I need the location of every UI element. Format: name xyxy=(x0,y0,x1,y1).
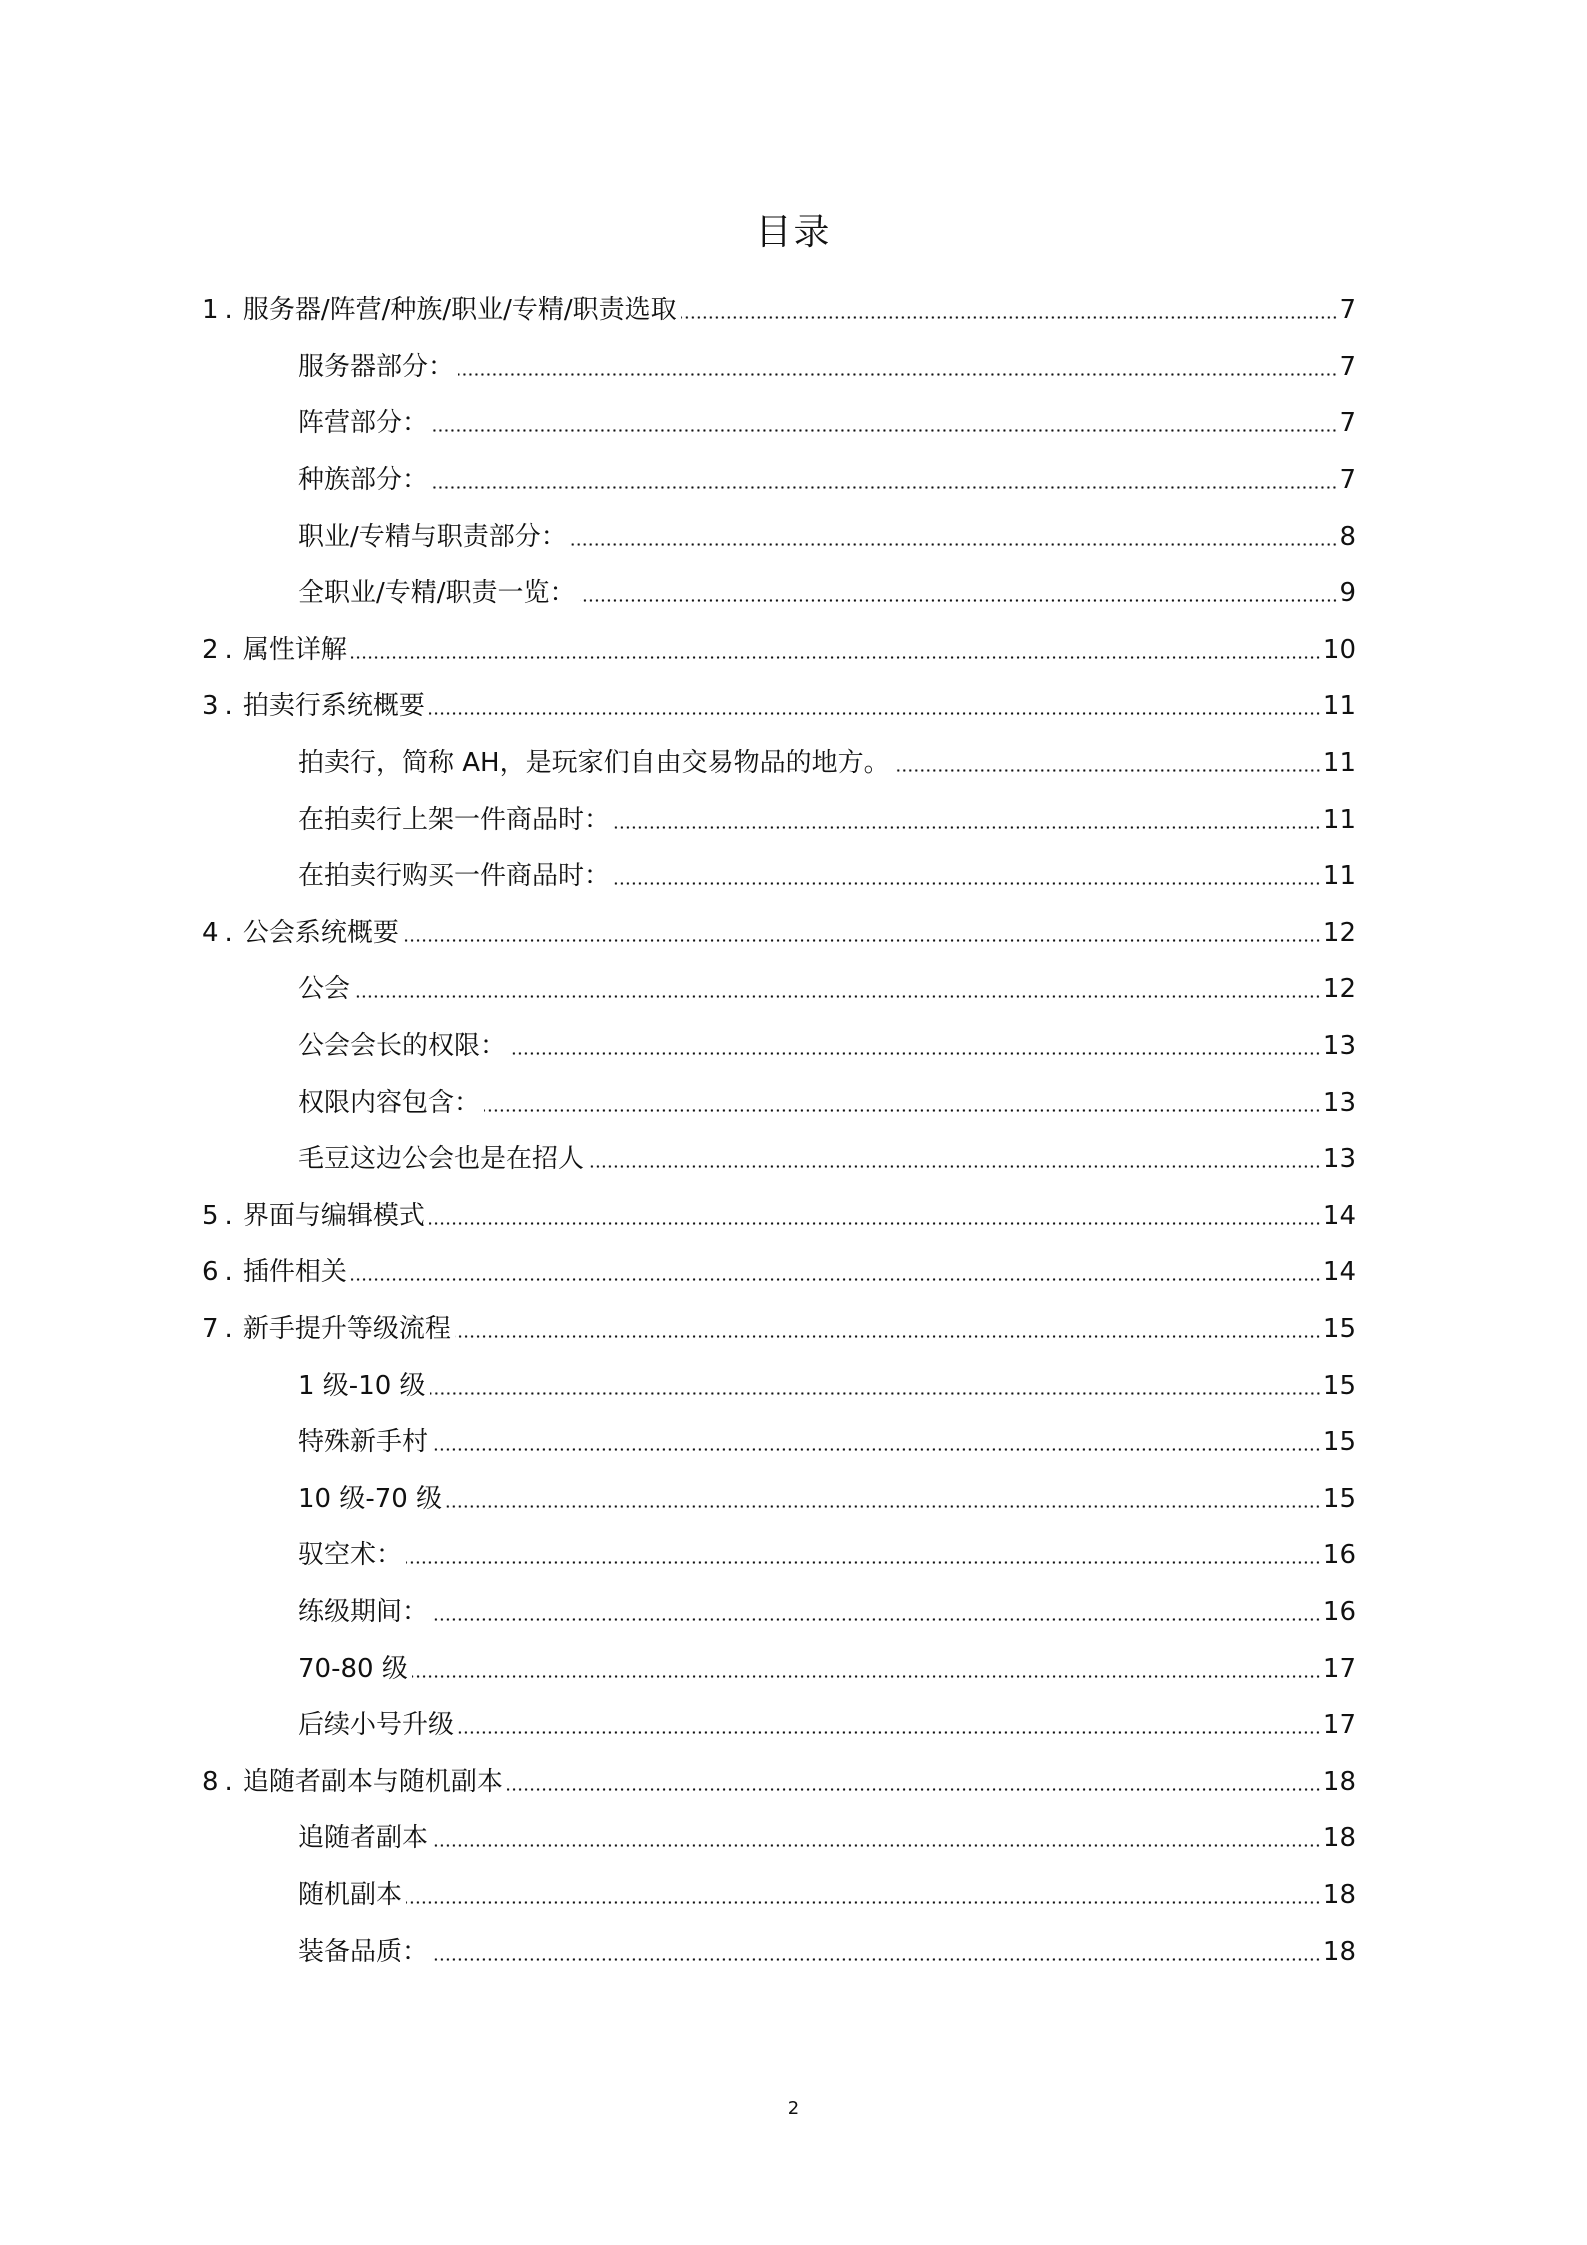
toc-entry-text: 种族部分： xyxy=(298,465,429,496)
dot-leader xyxy=(507,1754,1321,1810)
toc-entry-page: 12 xyxy=(1322,974,1356,1005)
toc-section-entry[interactable] xyxy=(0,1074,1587,1131)
dot-leader xyxy=(412,1641,1321,1697)
dot-leader xyxy=(455,1301,1321,1357)
dot-leader xyxy=(406,1867,1321,1923)
toc-entry-page: 13 xyxy=(1322,1031,1356,1062)
dot-leader xyxy=(403,905,1321,961)
dot-leader xyxy=(432,1584,1321,1640)
toc-entry-number: 2. xyxy=(202,634,239,665)
toc-entry-text: 新手提升等级流程 xyxy=(242,1313,451,1344)
toc-entry-text: 10 级-70 级 xyxy=(298,1483,443,1514)
dot-leader xyxy=(894,735,1321,791)
toc-entry-text: 随机副本 xyxy=(298,1879,403,1910)
toc-entry-text: 毛豆这边公会也是在招人 xyxy=(298,1144,585,1175)
toc-entry-text: 练级期间： xyxy=(298,1596,429,1627)
toc-entry-page: 14 xyxy=(1322,1200,1356,1231)
toc-entry-text: 服务器部分： xyxy=(298,351,455,382)
toc-entry-page: 11 xyxy=(1322,748,1356,779)
toc-entry-text: 公会 xyxy=(298,974,351,1005)
toc-entry-page: 18 xyxy=(1322,1766,1356,1797)
toc-entry-page: 17 xyxy=(1322,1710,1356,1741)
dot-leader xyxy=(354,961,1321,1017)
toc-section-entry[interactable] xyxy=(0,508,1587,565)
toc-entry-number: 8. xyxy=(202,1766,239,1797)
dot-leader xyxy=(351,622,1321,678)
toc-section-entry[interactable] xyxy=(0,1810,1587,1867)
dot-leader xyxy=(484,1075,1321,1131)
toc-entry-page: 13 xyxy=(1322,1144,1356,1175)
dot-leader xyxy=(429,678,1321,734)
toc-entry-text: 驭空术： xyxy=(298,1540,403,1571)
dot-leader xyxy=(458,1697,1321,1753)
toc-entry-text: 职业/专精与职责部分： xyxy=(298,521,567,552)
toc-entry-text: 追随者副本与随机副本 xyxy=(242,1766,503,1797)
table-of-contents xyxy=(0,282,1587,1980)
toc-entry-text: 阵营部分： xyxy=(298,408,429,439)
toc-entry-text: 拍卖行，简称 AH，是玩家们自由交易物品的地方。 xyxy=(298,748,890,779)
dot-leader xyxy=(446,1471,1321,1527)
toc-entry-text: 特殊新手村 xyxy=(298,1427,429,1458)
toc-entry-text: 全职业/专精/职责一览： xyxy=(298,578,576,609)
toc-entry-page: 18 xyxy=(1322,1936,1356,1967)
toc-entry-number: 6. xyxy=(202,1257,239,1288)
toc-section-entry[interactable] xyxy=(0,791,1587,848)
toc-entry-text: 插件相关 xyxy=(242,1257,347,1288)
dot-leader xyxy=(681,282,1338,338)
dot-leader xyxy=(580,565,1338,621)
page-title: 目录 xyxy=(755,212,832,253)
toc-entry-page: 11 xyxy=(1322,861,1356,892)
toc-entry-text: 服务器/阵营/种族/职业/专精/职责选取 xyxy=(242,295,677,326)
toc-entry-page: 18 xyxy=(1322,1879,1356,1910)
toc-section-entry[interactable] xyxy=(0,1697,1587,1754)
toc-chapter-entry[interactable] xyxy=(0,678,1587,735)
toc-entry-page: 15 xyxy=(1322,1427,1356,1458)
toc-entry-number: 7. xyxy=(202,1313,239,1344)
toc-entry-page: 7 xyxy=(1339,408,1356,439)
toc-section-entry[interactable] xyxy=(0,1867,1587,1924)
dot-leader xyxy=(406,1527,1321,1583)
page-number: 2 xyxy=(787,2098,800,2119)
toc-entry-text: 1 级-10 级 xyxy=(298,1370,426,1401)
toc-section-entry[interactable] xyxy=(0,1018,1587,1075)
toc-section-entry[interactable] xyxy=(0,1357,1587,1414)
toc-entry-page: 16 xyxy=(1322,1540,1356,1571)
toc-entry-page: 15 xyxy=(1322,1483,1356,1514)
toc-entry-number: 4. xyxy=(202,917,239,948)
toc-entry-page: 18 xyxy=(1322,1823,1356,1854)
dot-leader xyxy=(432,1414,1321,1470)
toc-chapter-entry[interactable] xyxy=(0,622,1587,679)
toc-chapter-entry[interactable] xyxy=(0,1753,1587,1810)
toc-entry-page: 7 xyxy=(1339,295,1356,326)
toc-entry-page: 11 xyxy=(1322,804,1356,835)
toc-entry-page: 14 xyxy=(1322,1257,1356,1288)
toc-chapter-entry[interactable] xyxy=(0,1301,1587,1358)
toc-entry-number: 3. xyxy=(202,691,239,722)
toc-entry-text: 装备品质： xyxy=(298,1936,429,1967)
toc-entry-text: 追随者副本 xyxy=(298,1823,429,1854)
toc-section-entry[interactable] xyxy=(0,735,1587,792)
toc-section-entry[interactable] xyxy=(0,452,1587,509)
toc-entry-text: 后续小号升级 xyxy=(298,1710,455,1741)
toc-section-entry[interactable] xyxy=(0,565,1587,622)
toc-entry-text: 70-80 级 xyxy=(298,1653,408,1684)
toc-section-entry[interactable] xyxy=(0,1470,1587,1527)
dot-leader xyxy=(614,848,1321,904)
dot-leader xyxy=(432,395,1337,451)
toc-entry-text: 拍卖行系统概要 xyxy=(242,691,425,722)
toc-entry-page: 11 xyxy=(1322,691,1356,722)
toc-section-entry[interactable] xyxy=(0,1640,1587,1697)
dot-leader xyxy=(588,1131,1321,1187)
dot-leader xyxy=(430,1358,1321,1414)
toc-entry-page: 7 xyxy=(1339,351,1356,382)
dot-leader xyxy=(458,339,1337,395)
toc-entry-text: 权限内容包含： xyxy=(298,1087,481,1118)
toc-entry-text: 在拍卖行购买一件商品时： xyxy=(298,861,611,892)
toc-section-entry[interactable] xyxy=(0,1527,1587,1584)
toc-entry-text: 属性详解 xyxy=(242,634,347,665)
toc-entry-page: 15 xyxy=(1322,1313,1356,1344)
toc-section-entry[interactable] xyxy=(0,848,1587,905)
dot-leader xyxy=(432,1810,1321,1866)
toc-section-entry[interactable] xyxy=(0,1584,1587,1641)
toc-entry-page: 12 xyxy=(1322,917,1356,948)
dot-leader xyxy=(571,509,1338,565)
toc-entry-page: 15 xyxy=(1322,1370,1356,1401)
dot-leader xyxy=(351,1244,1321,1300)
toc-chapter-entry[interactable] xyxy=(0,282,1587,339)
toc-entry-text: 在拍卖行上架一件商品时： xyxy=(298,804,611,835)
toc-chapter-entry[interactable] xyxy=(0,905,1587,962)
toc-entry-number: 1. xyxy=(202,295,239,326)
toc-section-entry[interactable] xyxy=(0,961,1587,1018)
toc-section-entry[interactable] xyxy=(0,1131,1587,1188)
toc-section-entry[interactable] xyxy=(0,339,1587,396)
toc-entry-page: 13 xyxy=(1322,1087,1356,1118)
toc-entry-text: 界面与编辑模式 xyxy=(242,1200,425,1231)
toc-section-entry[interactable] xyxy=(0,395,1587,452)
dot-leader xyxy=(614,792,1321,848)
dot-leader xyxy=(510,1018,1321,1074)
toc-chapter-entry[interactable] xyxy=(0,1188,1587,1245)
toc-chapter-entry[interactable] xyxy=(0,1244,1587,1301)
dot-leader xyxy=(429,1188,1321,1244)
toc-entry-text: 公会会长的权限： xyxy=(298,1031,507,1062)
toc-entry-page: 9 xyxy=(1339,578,1356,609)
toc-entry-text: 公会系统概要 xyxy=(242,917,399,948)
dot-leader xyxy=(432,1924,1321,1980)
toc-entry-number: 5. xyxy=(202,1200,239,1231)
toc-section-entry[interactable] xyxy=(0,1414,1587,1471)
dot-leader xyxy=(432,452,1337,508)
toc-section-entry[interactable] xyxy=(0,1923,1587,1980)
toc-entry-page: 16 xyxy=(1322,1596,1356,1627)
toc-entry-page: 10 xyxy=(1322,634,1356,665)
toc-entry-page: 7 xyxy=(1339,465,1356,496)
toc-entry-page: 17 xyxy=(1322,1653,1356,1684)
toc-entry-page: 8 xyxy=(1339,521,1356,552)
